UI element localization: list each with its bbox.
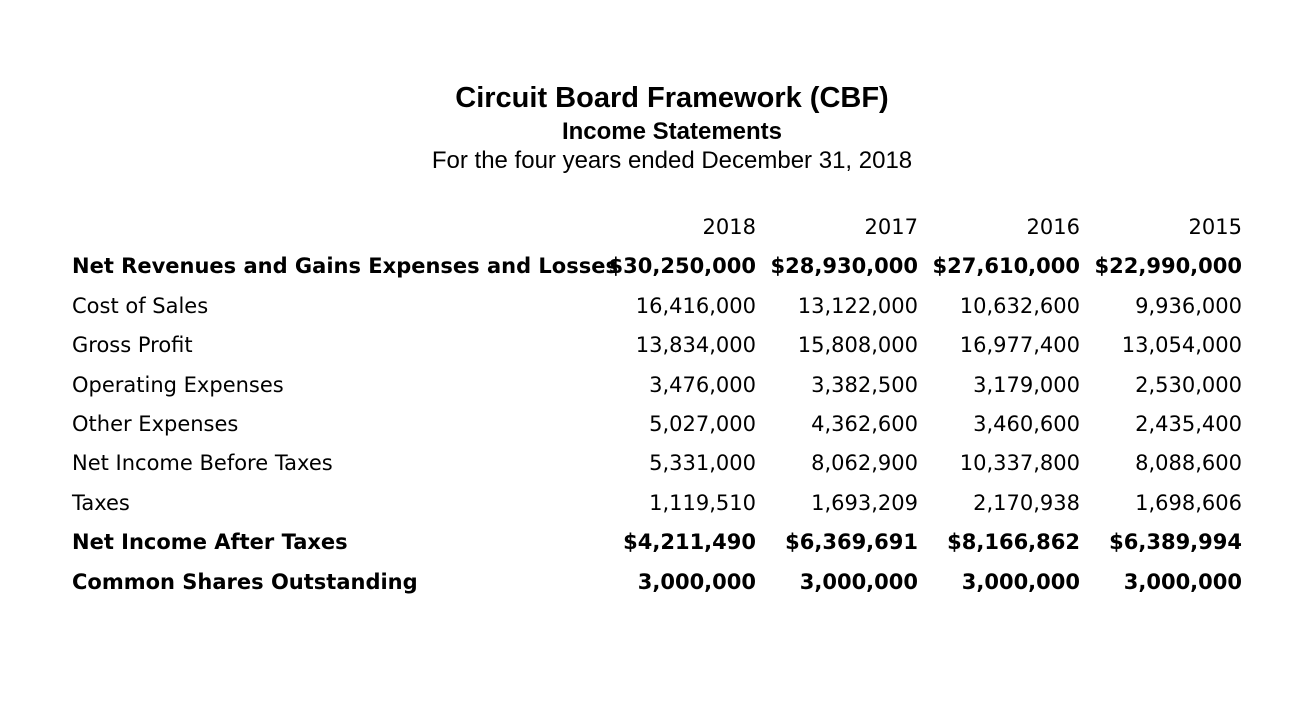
cell-value: 4,362,600: [811, 411, 918, 436]
cell-value: 1,698,606: [1135, 490, 1242, 515]
cell-value: 13,122,000: [797, 293, 918, 318]
year-header: 2015: [1188, 215, 1242, 239]
row-label: Operating Expenses: [72, 372, 284, 397]
cell-value: 5,027,000: [649, 411, 756, 436]
cell-value: 8,062,900: [811, 451, 918, 476]
table-row-operating-expenses: [72, 366, 1243, 405]
income-statement-table: [72, 208, 1243, 602]
row-label: Net Revenues and Gains Expenses and Losses: [72, 254, 618, 279]
cell-value: 3,000,000: [637, 569, 756, 594]
cell-value: 3,000,000: [961, 569, 1080, 594]
table-row-cost-of-sales: [72, 287, 1243, 326]
company-title: Circuit Board Framework (CBF): [455, 82, 889, 114]
cell-value: $27,610,000: [932, 254, 1080, 279]
cell-value: 3,460,600: [973, 411, 1080, 436]
table-row-net-income-before-taxes: [72, 444, 1243, 483]
cell-value: 1,119,510: [649, 490, 756, 515]
cell-value: 2,170,938: [973, 490, 1080, 515]
row-label: Taxes: [72, 490, 130, 515]
table-row-net-revenues: [72, 247, 1243, 286]
cell-value: $22,990,000: [1094, 254, 1242, 279]
cell-value: 16,977,400: [959, 333, 1080, 358]
row-label: Common Shares Outstanding: [72, 569, 418, 594]
table-row-common-shares: [72, 563, 1243, 602]
cell-value: $8,166,862: [947, 530, 1080, 555]
year-header: 2016: [1026, 215, 1080, 239]
cell-value: 3,382,500: [811, 372, 918, 397]
cell-value: $6,369,691: [785, 530, 918, 555]
year-header-row: [72, 208, 1243, 247]
cell-value: 2,435,400: [1135, 411, 1242, 436]
cell-value: 13,054,000: [1121, 333, 1242, 358]
table-row-taxes: [72, 484, 1243, 523]
year-header: 2017: [864, 215, 918, 239]
row-label: Gross Profit: [72, 333, 193, 358]
cell-value: 13,834,000: [635, 333, 756, 358]
cell-value: 9,936,000: [1135, 293, 1242, 318]
row-label: Net Income Before Taxes: [72, 451, 333, 476]
cell-value: 3,000,000: [799, 569, 918, 594]
period-subtitle: For the four years ended December 31, 2018: [431, 147, 913, 174]
cell-value: 10,632,600: [959, 293, 1080, 318]
table-row-other-expenses: [72, 405, 1243, 444]
cell-value: $6,389,994: [1109, 530, 1242, 555]
row-label: Other Expenses: [72, 411, 239, 436]
cell-value: 10,337,800: [959, 451, 1080, 476]
row-label: Cost of Sales: [72, 293, 209, 318]
row-label: Net Income After Taxes: [72, 530, 348, 555]
cell-value: 1,693,209: [811, 490, 918, 515]
cell-value: 16,416,000: [635, 293, 756, 318]
statement-title: Income Statements: [561, 118, 783, 145]
cell-value: 2,530,000: [1135, 372, 1242, 397]
table-row-gross-profit: [72, 326, 1243, 365]
cell-value: 15,808,000: [797, 333, 918, 358]
cell-value: 3,179,000: [973, 372, 1080, 397]
table-row-net-income-after-taxes: [72, 523, 1243, 562]
cell-value: 3,476,000: [649, 372, 756, 397]
cell-value: 5,331,000: [649, 451, 756, 476]
year-header: 2018: [702, 215, 756, 239]
cell-value: 3,000,000: [1123, 569, 1242, 594]
cell-value: $4,211,490: [623, 530, 756, 555]
cell-value: 8,088,600: [1135, 451, 1242, 476]
cell-value: $30,250,000: [608, 254, 756, 279]
cell-value: $28,930,000: [770, 254, 918, 279]
